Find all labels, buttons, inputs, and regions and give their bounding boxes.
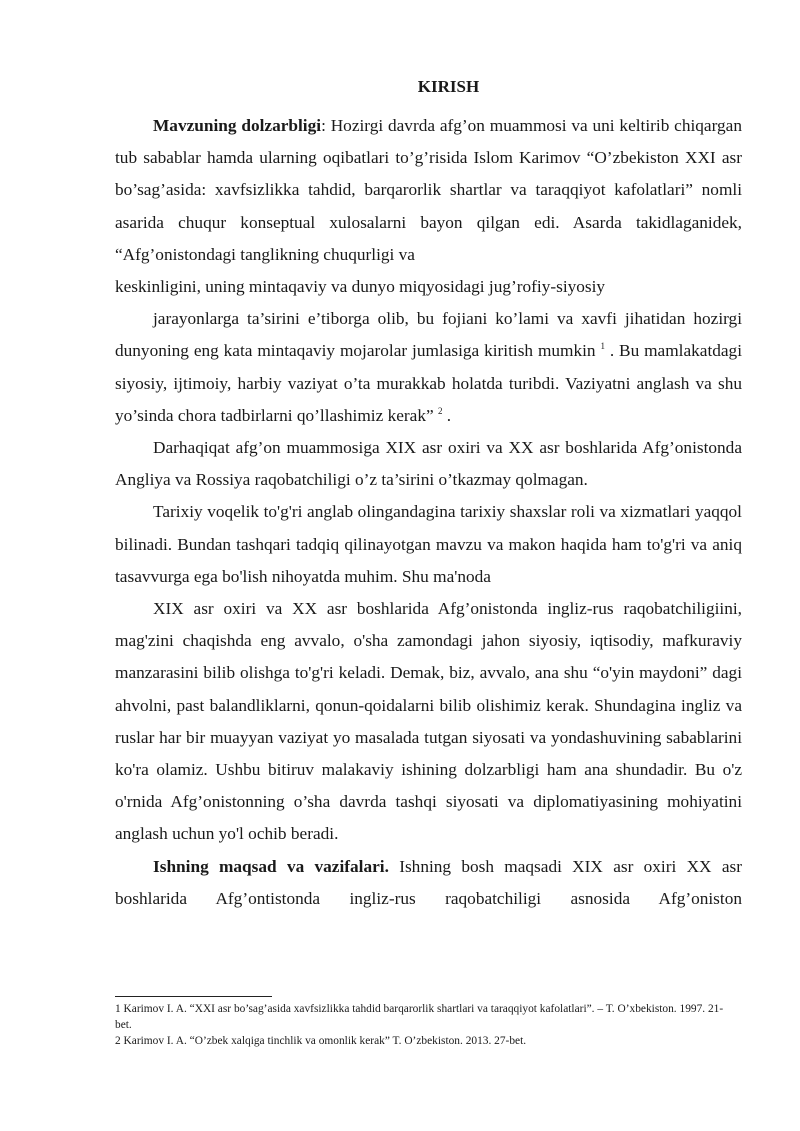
paragraph-quote bbox=[115, 303, 742, 432]
relevance-lead: Mavzuning dolzarbligi bbox=[153, 116, 322, 135]
footnote-2: 2 Karimov I. A. “O’zbek xalqiga tinchlik va omonlik kerak” T. O’zbekiston. 2013. 27-bet. bbox=[115, 1035, 527, 1048]
document-page bbox=[115, 74, 742, 915]
footnote-ref-1: 1 bbox=[600, 341, 605, 352]
quote-text: jarayonlarga ta’sirini e’tiborga olib, bu fojiani ko’lami va xavfi jihatidan hozirgi dunyoning eng kata mintaqaviy mojarolar jumlasiga kiritish mumkin bbox=[115, 309, 742, 361]
quote-text-2: . Bu mamlakatdagi siyosiy, ijtimoiy, harbiy vaziyat o’ta murakkab holatda turibdi. Vaziyatni anglash va shu yo’sinda chora tadbirlarni qo’llashimiz kerak” bbox=[115, 341, 742, 425]
footnotes bbox=[115, 1001, 735, 1050]
quote-text-3: . bbox=[442, 405, 452, 425]
paragraph-rivalry: Darhaqiqat afg’on muammosiga XIX asr oxiri va XX asr boshlarida Afg’onistonda Angliya va Rossiya raqobatchiligi o’z ta’sirini o’tkazmay qolmagan. bbox=[115, 438, 742, 490]
relevance-colon: : bbox=[321, 116, 326, 135]
paragraph-relevance-last-line: keskinligini, uning mintaqaviy va dunyo miqyosidagi jug’rofiy-siyosiy bbox=[115, 277, 606, 297]
page-title: KIRISH bbox=[417, 77, 480, 96]
footnote-1: 1 Karimov I. A. “XXI asr bo’sag’asida xavfsizlikka tahdid barqarorlik shartlari va taraqqiyot kafolatlari”. – T. O’xbekiston. 1997. 21-bet. bbox=[115, 1003, 724, 1032]
goals-text: Ishning bosh maqsadi XIX asr oxiri XX asr boshlarida Afg’ontistonda ingliz-rus raqobatchiligi asnosida Afg’oniston bbox=[115, 856, 742, 908]
footnote-separator bbox=[115, 996, 272, 997]
relevance-text: Hozirgi davrda afg’on muammosi va uni keltirib chiqargan tub sabablar hamda ularning oqibatlari to’g’risida Islom Karimov “O’zbekiston XXI asr bo’sag’asida: xavfsizlikka tahdid, barqarorlik shartlar va taraqqiyot kafolatlari” nomli asarida chuqur konseptual xulosalarni bayon qilgan edi. Asarda takidlaganidek, “Afg’onistondagi tanglikning chuqurligi va bbox=[115, 116, 742, 264]
paragraph-relevance bbox=[115, 110, 742, 271]
paragraph-goals bbox=[115, 851, 742, 915]
footnote-ref-2: 2 bbox=[437, 405, 443, 416]
paragraph-historical-reality: Tarixiy voqelik to'g'ri anglab olingandagina tarixiy shaxslar roli va xizmatlari yaqqol bilinadi. Bundan tashqari tadqiq qilinayotgan mavzu va makon haqida ham to'g'ri va aniq tasavvurga ega bo'lish nihoyatda muhim. Shu ma'noda bbox=[115, 502, 742, 586]
paragraph-great-game: XIX asr oxiri va XX asr boshlarida Afg’onistonda ingliz-rus raqobatchiligiini, mag'zini chaqishda eng avvalo, o'sha zamondagi jahon siyosiy, iqtisodiy, mafkuraviy manzarasini bilib olishga to'g'ri keladi. Demak, biz, avvalo, ana shu “o'yin maydoni” dagi ahvolni, past balandliklarni, qonun-qoidalarni bilib olishimiz kerak. Shundagina ingliz va ruslar har bir muayyan vaziyat yo masalada tutgan siyosati va yondashuvining sabablarini ko'ra olamiz. Ushbu bitiruv malakaviy ishining dolzarbligi ham ana shundadir. Bu o'z o'rnida Afg’onistonning o’sha davrda tashqi siyosati va diplomatiyasining mohiyatini anglash uchun yo'l ochib beradi. bbox=[115, 599, 742, 844]
goals-lead: Ishning maqsad va vazifalari. bbox=[153, 856, 389, 876]
